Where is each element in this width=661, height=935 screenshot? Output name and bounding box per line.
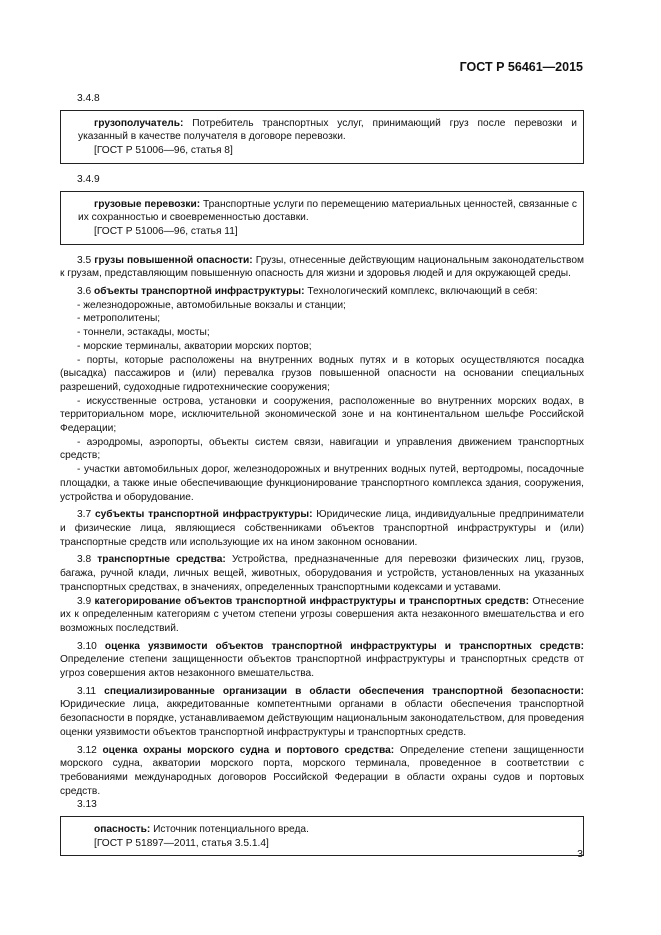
term: оценка охраны морского судна и портового средства: — [102, 744, 395, 756]
definition: Потребитель транспортных услуг, принимающий груз после перевозки и указанный в качестве получателя в договоре перевозки. — [78, 117, 577, 143]
definition-box-cargo-transport — [60, 191, 584, 245]
definition-text — [78, 117, 577, 144]
term: специализированные организации в области обеспечения транспортной безопасности: — [104, 685, 585, 697]
list-item: - метрополитены; — [77, 313, 161, 325]
term: объекты транспортной инфраструктуры: — [94, 286, 305, 298]
term: грузы повышенной опасности: — [94, 254, 253, 266]
clause-3-9: 3.9 категорирование объектов транспортной инфраструктуры и транспортных средств: Отнесение их к определенным категориям с учетом степени угрозы совершения акта незаконного вмешательства и его возможных последствий. — [60, 595, 584, 634]
definition: Транспортные услуги по перемещению материальных ценностей, связанные с их сохранностью и своевременностью доставки. — [78, 198, 577, 224]
page-number: 3 — [577, 848, 583, 860]
document-body — [60, 92, 584, 865]
clause-3-10: 3.10 оценка уязвимости объектов транспортной инфраструктуры и транспортных средств: Определение степени защищенности объектов транспортной инфраструктуры и транспортных средств от угроз совершения актов незаконного вмешательства. — [60, 640, 584, 680]
clause-3-12: 3.12 оценка охраны морского судна и портового средства: Определение степени защищенности морского судна, акватории морского порта, морского терминала, проведенное в соответствии с требованиями международных договоров Российской Федерации в области охраны судов и портовых средств. — [60, 744, 584, 797]
list-item: - железнодорожные, автомобильные вокзалы и станции; — [77, 299, 346, 311]
term: транспортные средства: — [97, 554, 226, 566]
clause-number: 3.4.9 — [77, 173, 100, 185]
definition-box-consignee — [60, 110, 584, 164]
definition-text — [78, 198, 577, 225]
definition-text — [78, 823, 577, 837]
clause-number: 3.4.8 — [77, 93, 100, 104]
term: грузополучатель: — [94, 117, 184, 129]
clause-3-11: 3.11 специализированные организации в области обеспечения транспортной безопасности: Юридические лица, аккредитованные компетентными органами в области обеспечения транспортной безопасности в порядке, устанавливаемом действующим национальным законодательством, для проведения оценки уязвимости объектов транспортной инфраструктуры и транспортных средств. — [60, 685, 585, 738]
term: опасность: — [94, 824, 151, 836]
list-item: - аэродромы, аэропорты, объекты систем связи, навигации и управления движением транспортных средств; — [60, 436, 584, 462]
list-item: - искусственные острова, установки и сооружения, расположенные во внутренних морских водах, в территориальном море, исключительной экономической зоне и на континентальном шельфе Российской Федерации; — [60, 395, 584, 435]
clause-3-8: 3.8 транспортные средства: Устройства, предназначенные для перевозки физических лиц, грузов, багажа, ручной клади, личных вещей, животных, оборудования и устройств, установленных на указанных транспортных средствах, в значениях, определенных транспортными кодексами и уставами. — [60, 554, 584, 593]
standard-designation: ГОСТ Р 56461—2015 — [459, 60, 583, 74]
source-reference: [ГОСТ Р 51006—96, статья 11] — [94, 225, 238, 237]
clause-number: 3.13 — [77, 799, 97, 811]
clause-3-5: 3.5 грузы повышенной опасности: Грузы, отнесенные действующим национальным законодательством к грузам, представляющим повышенную опасность для жизни и здоровья людей и для окружающей среды. — [60, 254, 584, 280]
list-item: - морские терминалы, акватории морских портов; — [77, 340, 312, 352]
list-item: - участки автомобильных дорог, железнодорожных и внутренних водных путей, вертодромы, посадочные площадки, а также иные обеспечивающие функционирование транспортного комплекса здания, сооружения, устройства и оборудование. — [60, 464, 584, 503]
term: субъекты транспортной инфраструктуры: — [94, 509, 313, 521]
list-item: - тоннели, эстакады, мосты; — [77, 327, 210, 339]
term: оценка уязвимости объектов транспортной инфраструктуры и транспортных средств: — [104, 640, 584, 652]
clause-3-6: 3.6 объекты транспортной инфраструктуры: Технологический комплекс, включающий в себя: — [77, 286, 538, 298]
list-item: - порты, которые расположены на внутренних водных путях и в которых осуществляются посадка (высадка) пассажиров и (или) перевалка грузов повышенной опасности на основании специальных разрешений, судоходные гидротехнические сооружения; — [60, 354, 584, 393]
term: категорирование объектов транспортной инфраструктуры и транспортных средств: — [94, 595, 530, 607]
definition-box-hazard — [60, 816, 584, 856]
source-reference: [ГОСТ Р 51006—96, статья 8] — [94, 145, 233, 157]
term: грузовые перевозки: — [94, 198, 201, 210]
source-reference: [ГОСТ Р 51897—2011, статья 3.5.1.4] — [94, 837, 269, 849]
clause-3-7: 3.7 субъекты транспортной инфраструктуры: Юридические лица, индивидуальные предприниматели и физические лица, являющиеся собственниками объектов транспортной инфраструктуры и (или) транспортные средств или использующие их на ином законном основании. — [60, 509, 584, 548]
definition: Источник потенциального вреда. — [150, 824, 309, 836]
